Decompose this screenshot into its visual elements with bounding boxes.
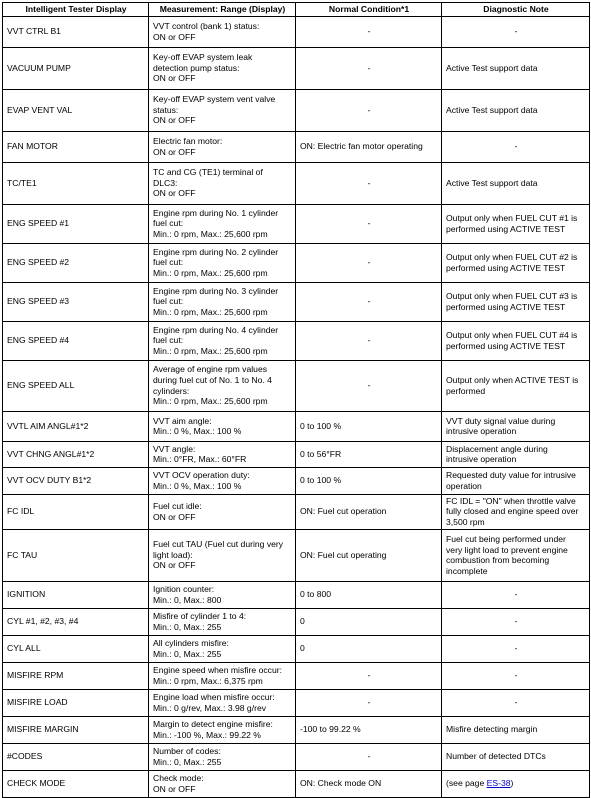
- note-line: incomplete: [446, 565, 488, 576]
- note-line: Output only when FUEL CUT #3 is: [446, 291, 578, 301]
- cell-measurement-range: [149, 162, 296, 204]
- cell-diagnostic-note: [442, 529, 590, 581]
- range-line: Min.: 0 g/rev, Max.: 3.98 g/rev: [153, 702, 267, 713]
- table-row: [3, 529, 590, 581]
- cell-tester-display: FC TAU: [3, 529, 149, 581]
- range-line: cylinders:: [153, 385, 190, 396]
- cell-diagnostic-note: [442, 16, 590, 47]
- table-row: [3, 581, 590, 608]
- range-line: ON or OFF: [153, 511, 196, 522]
- normal-line: -: [367, 257, 371, 268]
- note-line: -: [514, 141, 518, 152]
- range-line: Min.: 0 %, Max.: 100 %: [153, 480, 242, 491]
- cell-measurement-range: [149, 131, 296, 162]
- cell-diagnostic-note: [442, 689, 590, 716]
- cell-tester-display: ENG SPEED #1: [3, 204, 149, 243]
- note-line: performed using ACTIVE TEST: [446, 262, 566, 273]
- note-line: -: [514, 697, 518, 708]
- range-line: Min.: 0, Max.: 255: [153, 621, 222, 632]
- cell-measurement-range: [149, 467, 296, 494]
- range-line: Engine speed when misfire occur:: [153, 665, 282, 675]
- table-row: [3, 743, 590, 770]
- cell-diagnostic-note: [442, 743, 590, 770]
- cell-measurement-range: [149, 635, 296, 662]
- normal-line: ON: Fuel cut operation: [300, 506, 387, 517]
- range-line: Min.: 0 rpm, Max.: 6,375 rpm: [153, 675, 263, 686]
- cell-normal-condition: [296, 411, 442, 441]
- note-line: VVT duty signal value during: [446, 415, 556, 426]
- note-line: [446, 778, 586, 789]
- table-row: [3, 635, 590, 662]
- cell-tester-display: CYL ALL: [3, 635, 149, 662]
- normal-line: -: [367, 751, 371, 762]
- note-line: intrusive operation: [446, 454, 517, 465]
- range-line: detection pump status:: [153, 62, 240, 73]
- range-line: TC and CG (TE1) terminal of: [153, 167, 263, 178]
- table-row: [3, 243, 590, 282]
- cell-diagnostic-note: [442, 47, 590, 89]
- note-line: Active Test support data: [446, 177, 538, 188]
- table-row: [3, 47, 590, 89]
- range-line: Min.: 0 rpm, Max.: 25,600 rpm: [153, 396, 268, 407]
- cell-diagnostic-note: [442, 321, 590, 360]
- note-line: Active Test support data: [446, 62, 538, 73]
- normal-line: 0 to 56°FR: [300, 448, 342, 459]
- cell-normal-condition: [296, 204, 442, 243]
- cell-normal-condition: [296, 689, 442, 716]
- cell-tester-display: MISFIRE LOAD: [3, 689, 149, 716]
- table-body: [3, 16, 590, 797]
- cell-measurement-range: [149, 662, 296, 689]
- note-line: Misfire detecting margin: [446, 724, 538, 735]
- note-line: intrusive operation: [446, 426, 517, 437]
- cell-tester-display: ENG SPEED ALL: [3, 360, 149, 411]
- cell-diagnostic-note: [442, 770, 590, 797]
- table-row: [3, 689, 590, 716]
- range-line: Min.: -100 %, Max.: 99.22 %: [153, 729, 261, 740]
- normal-line: 0 to 100 %: [300, 475, 342, 486]
- cell-tester-display: CHECK MODE: [3, 770, 149, 797]
- cell-tester-display: FAN MOTOR: [3, 131, 149, 162]
- range-line: VVT angle:: [153, 443, 196, 454]
- cell-tester-display: VVT CTRL B1: [3, 16, 149, 47]
- cell-tester-display: CYL #1, #2, #3, #4: [3, 608, 149, 635]
- cell-measurement-range: [149, 282, 296, 321]
- normal-line: ON: Electric fan motor operating: [300, 141, 423, 152]
- cell-normal-condition: [296, 360, 442, 411]
- normal-line: 0: [300, 643, 305, 654]
- range-line: Margin to detect engine misfire:: [153, 719, 273, 729]
- note-line: fully closed and engine speed over: [446, 506, 579, 517]
- table-row: [3, 608, 590, 635]
- cell-diagnostic-note: [442, 467, 590, 494]
- cell-diagnostic-note: [442, 441, 590, 467]
- cell-normal-condition: [296, 608, 442, 635]
- range-line: fuel cut:: [153, 296, 184, 307]
- range-line: Fuel cut TAU (Fuel cut during very: [153, 539, 284, 550]
- cell-measurement-range: [149, 441, 296, 467]
- cell-diagnostic-note: [442, 494, 590, 529]
- cell-measurement-range: [149, 608, 296, 635]
- range-line: Number of codes:: [153, 746, 221, 756]
- range-line: Min.: 0°FR, Max.: 60°FR: [153, 454, 247, 465]
- range-line: Engine rpm during No. 3 cylinder: [153, 285, 279, 296]
- range-line: ON or OFF: [153, 73, 196, 84]
- range-line: Average of engine rpm values: [153, 364, 268, 375]
- range-line: Engine rpm during No. 2 cylinder: [153, 246, 279, 257]
- table-row: [3, 204, 590, 243]
- note-line: -: [514, 643, 518, 654]
- cell-diagnostic-note: [442, 282, 590, 321]
- table-row: [3, 770, 590, 797]
- cell-measurement-range: [149, 321, 296, 360]
- cell-normal-condition: [296, 243, 442, 282]
- cell-normal-condition: [296, 662, 442, 689]
- cell-tester-display: VVT CHNG ANGL#1*2: [3, 441, 149, 467]
- range-line: Min.: 0 rpm, Max.: 25,600 rpm: [153, 228, 268, 239]
- cell-normal-condition: [296, 162, 442, 204]
- cell-measurement-range: [149, 243, 296, 282]
- note-line: Output only when FUEL CUT #1 is: [446, 213, 578, 223]
- header-tester-display: Intelligent Tester Display: [3, 3, 149, 17]
- cell-tester-display: #CODES: [3, 743, 149, 770]
- table-row: [3, 321, 590, 360]
- note-line: performed: [446, 385, 486, 396]
- range-line: fuel cut:: [153, 335, 184, 346]
- note-line: Active Test support data: [446, 104, 538, 115]
- cell-measurement-range: [149, 411, 296, 441]
- table-row: [3, 131, 590, 162]
- cell-normal-condition: [296, 467, 442, 494]
- range-line: Min.: 0, Max.: 255: [153, 756, 222, 767]
- note-line: performed using ACTIVE TEST: [446, 223, 566, 234]
- range-line: ON or OFF: [153, 188, 196, 199]
- cell-diagnostic-note: [442, 662, 590, 689]
- cell-normal-condition: [296, 16, 442, 47]
- note-text: (see page: [446, 778, 487, 789]
- cell-normal-condition: [296, 441, 442, 467]
- range-line: All cylinders misfire:: [153, 638, 229, 648]
- normal-line: -: [367, 335, 371, 346]
- normal-line: -: [367, 670, 371, 681]
- cell-measurement-range: [149, 743, 296, 770]
- cell-diagnostic-note: [442, 243, 590, 282]
- cell-tester-display: ENG SPEED #3: [3, 282, 149, 321]
- note-line: -: [514, 26, 518, 37]
- cell-tester-display: ENG SPEED #2: [3, 243, 149, 282]
- range-line: fuel cut:: [153, 257, 184, 268]
- range-line: Min.: 0 rpm, Max.: 25,600 rpm: [153, 345, 268, 356]
- header-measurement-range: Measurement: Range (Display): [149, 3, 296, 17]
- note-line: Fuel cut being performed under: [446, 533, 566, 544]
- cell-normal-condition: [296, 282, 442, 321]
- cell-tester-display: ENG SPEED #4: [3, 321, 149, 360]
- range-line: Key-off EVAP system vent valve: [153, 94, 276, 105]
- cell-diagnostic-note: [442, 204, 590, 243]
- cell-tester-display: FC IDL: [3, 494, 149, 529]
- table-row: [3, 16, 590, 47]
- table-row: [3, 716, 590, 743]
- cell-normal-condition: [296, 770, 442, 797]
- table-row: [3, 441, 590, 467]
- range-line: Misfire of cylinder 1 to 4:: [153, 611, 247, 621]
- range-line: ON or OFF: [153, 560, 196, 571]
- range-line: Fuel cut idle:: [153, 501, 202, 511]
- cell-normal-condition: [296, 581, 442, 608]
- note-line: Requested duty value for intrusive: [446, 470, 576, 480]
- cell-tester-display: IGNITION: [3, 581, 149, 608]
- range-line: ON or OFF: [153, 783, 196, 794]
- range-line: Min.: 0 %, Max.: 100 %: [153, 426, 242, 437]
- range-line: Engine load when misfire occur:: [153, 692, 275, 702]
- note-line: Output only when FUEL CUT #2 is: [446, 252, 578, 262]
- range-line: ON or OFF: [153, 31, 196, 42]
- cell-diagnostic-note: [442, 89, 590, 131]
- table-row: [3, 411, 590, 441]
- cell-normal-condition: [296, 47, 442, 89]
- table-row: [3, 162, 590, 204]
- header-normal-condition: Normal Condition*1: [296, 3, 442, 17]
- range-line: Min.: 0, Max.: 255: [153, 648, 222, 659]
- header-diagnostic-note: Diagnostic Note: [442, 3, 590, 17]
- normal-line: -: [367, 218, 371, 229]
- normal-line: 0 to 800: [300, 589, 332, 600]
- normal-line: -: [367, 380, 371, 391]
- range-line: ON or OFF: [153, 115, 196, 126]
- note-line: Number of detected DTCs: [446, 751, 546, 762]
- normal-line: ON: Fuel cut operating: [300, 549, 387, 560]
- note-line: combustion from becoming: [446, 555, 550, 566]
- normal-line: 0: [300, 616, 305, 627]
- note-text: ): [510, 778, 514, 789]
- cell-tester-display: MISFIRE MARGIN: [3, 716, 149, 743]
- cell-diagnostic-note: [442, 716, 590, 743]
- cell-normal-condition: [296, 89, 442, 131]
- note-line: -: [514, 616, 518, 627]
- cell-tester-display: TC/TE1: [3, 162, 149, 204]
- note-line: performed using ACTIVE TEST: [446, 340, 566, 351]
- cell-tester-display: VACUUM PUMP: [3, 47, 149, 89]
- normal-line: 0 to 100 %: [300, 420, 342, 431]
- range-line: Min.: 0 rpm, Max.: 25,600 rpm: [153, 306, 268, 317]
- cell-normal-condition: [296, 635, 442, 662]
- cell-measurement-range: [149, 204, 296, 243]
- data-list-table: [2, 2, 590, 798]
- note-line: performed using ACTIVE TEST: [446, 301, 566, 312]
- normal-line: -: [367, 177, 371, 188]
- cell-normal-condition: [296, 743, 442, 770]
- cell-normal-condition: [296, 494, 442, 529]
- table-header-row: [3, 3, 590, 17]
- cell-measurement-range: [149, 529, 296, 581]
- note-line: very light load to prevent engine: [446, 544, 568, 555]
- cell-diagnostic-note: [442, 360, 590, 411]
- note-line: Displacement angle during: [446, 443, 548, 454]
- note-line: 3,500 rpm: [446, 516, 485, 527]
- cell-diagnostic-note: [442, 581, 590, 608]
- range-line: Engine rpm during No. 1 cylinder: [153, 207, 279, 218]
- cell-normal-condition: [296, 131, 442, 162]
- range-line: Engine rpm during No. 4 cylinder: [153, 324, 279, 335]
- table-row: [3, 89, 590, 131]
- range-line: Ignition counter:: [153, 584, 215, 594]
- normal-line: -: [367, 62, 371, 73]
- range-line: VVT aim angle:: [153, 415, 212, 426]
- range-line: fuel cut:: [153, 218, 184, 229]
- cell-normal-condition: [296, 529, 442, 581]
- range-line: during fuel cut of No. 1 to No. 4: [153, 375, 272, 385]
- normal-line: -: [367, 104, 371, 115]
- cell-measurement-range: [149, 581, 296, 608]
- note-line: FC IDL = "ON" when throttle valve: [446, 495, 576, 506]
- range-line: VVT control (bank 1) status:: [153, 21, 260, 31]
- range-line: status:: [153, 104, 179, 115]
- range-line: DLC3:: [153, 177, 178, 188]
- range-line: light load):: [153, 549, 193, 560]
- table-row: [3, 282, 590, 321]
- cell-measurement-range: [149, 47, 296, 89]
- cell-diagnostic-note: [442, 411, 590, 441]
- cell-diagnostic-note: [442, 131, 590, 162]
- cell-measurement-range: [149, 770, 296, 797]
- table-row: [3, 494, 590, 529]
- range-line: VVT OCV operation duty:: [153, 470, 250, 480]
- cell-measurement-range: [149, 689, 296, 716]
- note-line: -: [514, 670, 518, 681]
- cell-diagnostic-note: [442, 608, 590, 635]
- normal-line: -100 to 99.22 %: [300, 724, 361, 735]
- cell-diagnostic-note: [442, 162, 590, 204]
- normal-line: -: [367, 296, 371, 307]
- cell-measurement-range: [149, 16, 296, 47]
- table-row: [3, 467, 590, 494]
- page-reference-link[interactable]: ES-38: [486, 778, 511, 789]
- range-line: Min.: 0, Max.: 800: [153, 594, 222, 605]
- cell-measurement-range: [149, 89, 296, 131]
- note-line: Output only when FUEL CUT #4 is: [446, 330, 578, 340]
- range-line: Check mode:: [153, 773, 204, 783]
- normal-line: -: [367, 697, 371, 708]
- normal-line: ON: Check mode ON: [300, 778, 382, 789]
- table-row: [3, 662, 590, 689]
- note-line: -: [514, 589, 518, 600]
- range-line: Electric fan motor:: [153, 136, 223, 146]
- cell-measurement-range: [149, 494, 296, 529]
- range-line: Min.: 0 rpm, Max.: 25,600 rpm: [153, 267, 268, 278]
- cell-tester-display: MISFIRE RPM: [3, 662, 149, 689]
- cell-tester-display: VVTL AIM ANGL#1*2: [3, 411, 149, 441]
- note-line: operation: [446, 480, 482, 491]
- cell-normal-condition: [296, 321, 442, 360]
- cell-measurement-range: [149, 716, 296, 743]
- cell-diagnostic-note: [442, 635, 590, 662]
- table-row: [3, 360, 590, 411]
- normal-line: -: [367, 26, 371, 37]
- cell-tester-display: EVAP VENT VAL: [3, 89, 149, 131]
- cell-normal-condition: [296, 716, 442, 743]
- range-line: ON or OFF: [153, 146, 196, 157]
- cell-tester-display: VVT OCV DUTY B1*2: [3, 467, 149, 494]
- range-line: Key-off EVAP system leak: [153, 52, 253, 63]
- cell-measurement-range: [149, 360, 296, 411]
- note-line: Output only when ACTIVE TEST is: [446, 375, 579, 385]
